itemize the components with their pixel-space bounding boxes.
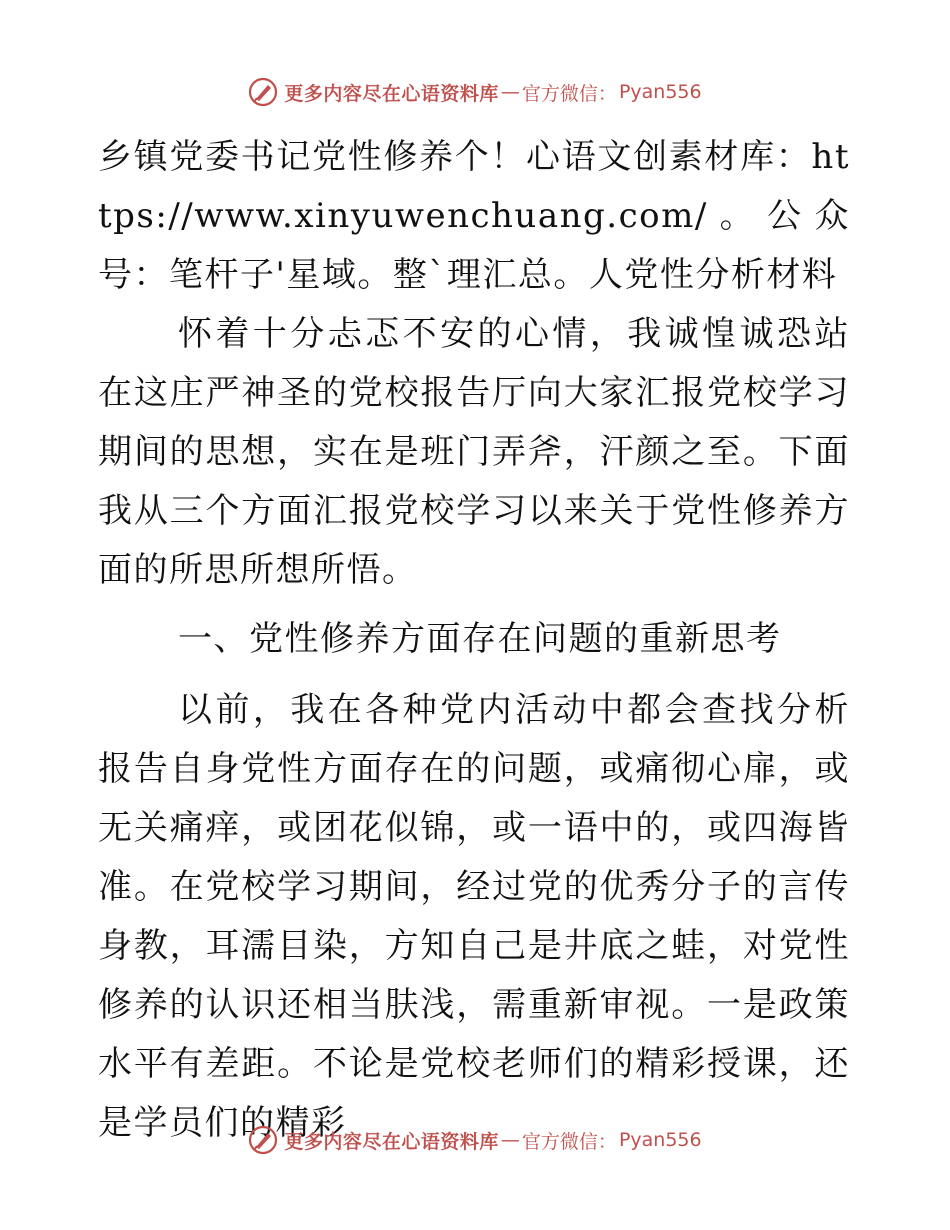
watermark-separator: — xyxy=(500,1129,520,1151)
watermark-official-label: 官方微信： xyxy=(521,82,617,105)
quill-pen-logo-icon xyxy=(248,1125,278,1155)
document-title-paragraph: 乡镇党委书记党性修养个！心语文创素材库：https://www.xinyuwenchuang.com/。公众号：笔杆子'星域。整`理汇总。人党性分析材料 xyxy=(98,137,850,295)
watermark-official-label: 官方微信： xyxy=(521,1130,617,1153)
quill-pen-logo-icon xyxy=(248,77,278,107)
document-body xyxy=(98,128,850,1153)
watermark-account: Pyan556 xyxy=(618,1129,702,1151)
watermark-footer xyxy=(0,1120,950,1160)
watermark-header xyxy=(0,72,950,112)
watermark-account: Pyan556 xyxy=(618,81,702,103)
body-paragraph-intro: 怀着十分忐忑不安的心情，我诚惶诚恐站在这庄严神圣的党校报告厅向大家汇报党校学习期间的思想，实在是班门弄斧，汗颜之至。下面我从三个方面汇报党校学习以来关于党性修养方面的所思所想所悟。 xyxy=(98,314,850,590)
watermark-separator: — xyxy=(500,81,520,103)
watermark-brand: 更多内容尽在心语资料库 xyxy=(284,82,499,105)
body-paragraph-section-one: 以前，我在各种党内活动中都会查找分析报告自身党性方面存在的问题，或痛彻心扉，或无关痛痒，或团花似锦，或一语中的，或四海皆准。在党校学习期间，经过党的优秀分子的言传身教，耳濡目染，方知自己是井底之蛙，对党性修养的认识还相当肤浅，需重新审视。一是政策水平有差距。不论是党校老师们的精彩授课，还是学员们的精彩 xyxy=(98,690,850,1143)
section-heading: 一、党性修养方面存在问题的重新思考 xyxy=(178,619,782,659)
watermark-brand: 更多内容尽在心语资料库 xyxy=(284,1130,499,1153)
